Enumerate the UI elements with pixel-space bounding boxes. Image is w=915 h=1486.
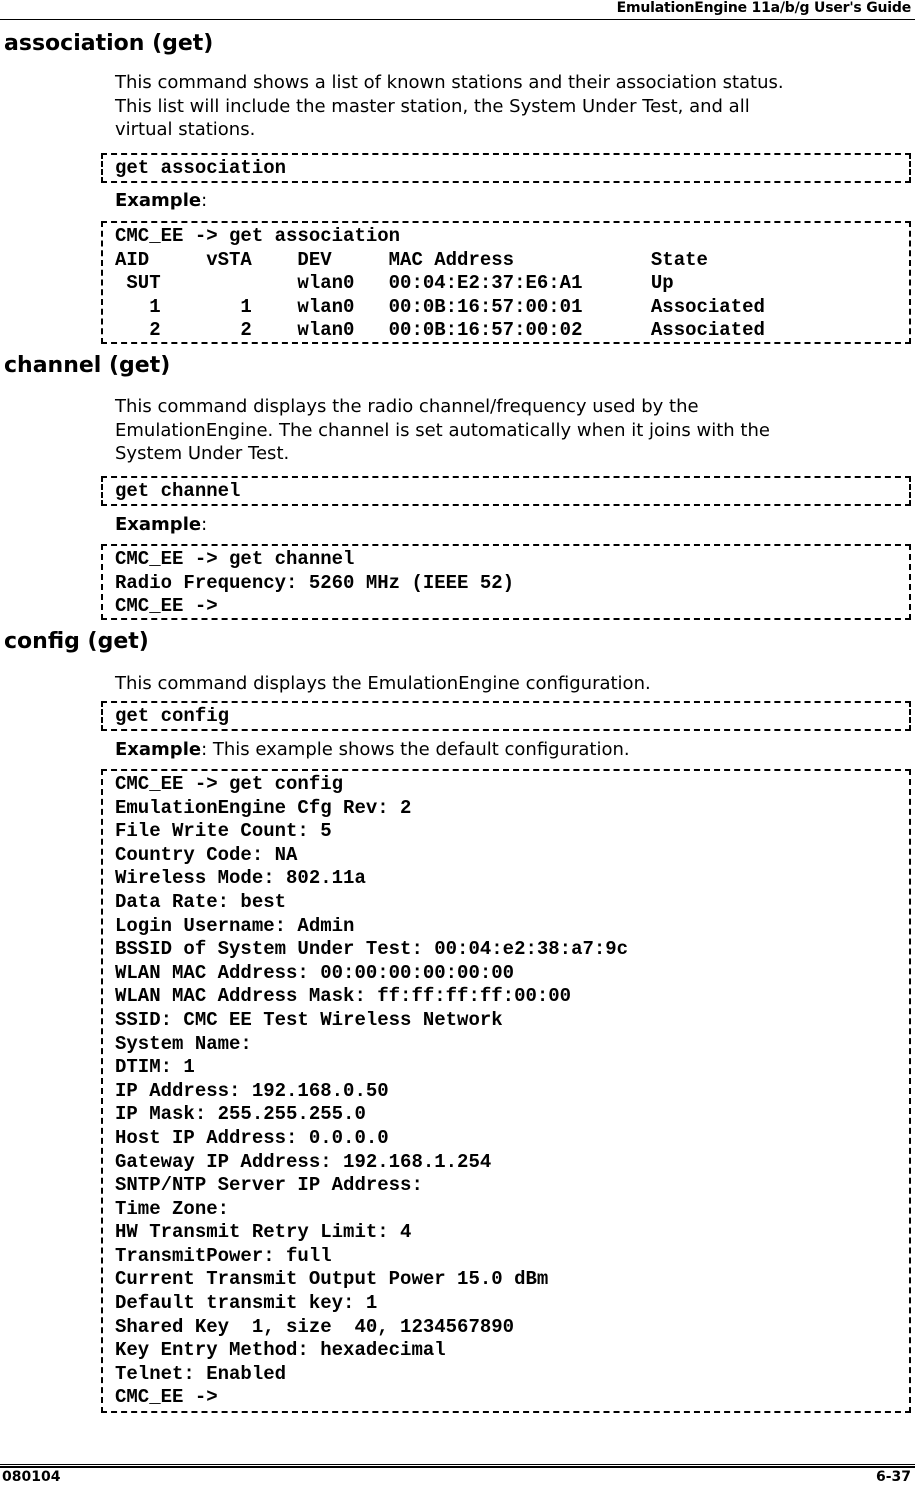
description-line: EmulationEngine. The channel is set automatically when it joins with the xyxy=(115,419,770,441)
config-line: Telnet: Enabled xyxy=(115,1362,287,1385)
footer-date-code: 080104 xyxy=(2,1469,61,1485)
section-title-config: config (get) xyxy=(4,629,149,654)
syntax-line: get association xyxy=(115,157,287,179)
description-line: This command shows a list of known stations and their association status. xyxy=(115,72,784,93)
description-line: This command displays the EmulationEngine configuration. xyxy=(115,673,651,694)
config-line: Country Code: NA xyxy=(115,843,298,866)
config-line: Gateway IP Address: 192.168.1.254 xyxy=(115,1150,492,1173)
example-suffix: : xyxy=(201,190,208,211)
page-header xyxy=(0,0,915,20)
code-line: CMC_EE -> xyxy=(115,1386,218,1409)
syntax-line: get channel xyxy=(115,480,241,502)
code-line: CMC_EE -> get channel xyxy=(115,548,355,570)
config-line: Current Transmit Output Power 15.0 dBm xyxy=(115,1268,549,1291)
code-line: Radio Frequency: 5260 MHz (IEEE 52) xyxy=(115,571,515,594)
code-line: CMC_EE -> get config xyxy=(115,773,344,795)
config-line: Key Entry Method: hexadecimal xyxy=(115,1339,446,1362)
config-line: BSSID of System Under Test: 00:04:e2:38:a7:9c xyxy=(115,938,629,961)
example-suffix: : This example shows the default configuration. xyxy=(201,739,630,760)
description-line: virtual stations. xyxy=(115,119,256,140)
example-box-channel xyxy=(101,544,911,620)
config-line: DTIM: 1 xyxy=(115,1056,195,1079)
document-title: EmulationEngine 11a/b/g User's Guide xyxy=(616,0,911,16)
association-table-row: 2 2 wlan0 00:0B:16:57:00:02 Associated xyxy=(115,319,765,342)
config-line: Default transmit key: 1 xyxy=(115,1292,378,1315)
syntax-box-config xyxy=(101,701,911,731)
config-line: System Name: xyxy=(115,1032,252,1055)
association-description xyxy=(115,71,915,142)
page-number: 6-37 xyxy=(875,1469,911,1485)
config-line: Time Zone: xyxy=(115,1197,230,1220)
syntax-line: get config xyxy=(115,705,230,727)
footer-divider xyxy=(0,1464,915,1468)
config-description xyxy=(115,672,915,696)
config-line: SNTP/NTP Server IP Address: xyxy=(115,1174,423,1197)
config-line: IP Mask: 255.255.255.0 xyxy=(115,1103,366,1126)
example-word: Example xyxy=(115,514,202,535)
description-line: System Under Test. xyxy=(115,443,290,464)
section-title-channel: channel (get) xyxy=(4,353,171,378)
config-line: SSID: CMC EE Test Wireless Network xyxy=(115,1008,503,1031)
channel-description xyxy=(115,395,915,466)
config-line: File Write Count: 5 xyxy=(115,820,332,843)
section-title-association: association (get) xyxy=(4,31,214,56)
code-line: CMC_EE -> xyxy=(115,595,218,618)
config-line: Wireless Mode: 802.11a xyxy=(115,867,366,890)
example-label-config xyxy=(115,738,630,761)
config-line: HW Transmit Retry Limit: 4 xyxy=(115,1221,412,1244)
config-line: Login Username: Admin xyxy=(115,914,355,937)
config-line: Host IP Address: 0.0.0.0 xyxy=(115,1126,389,1149)
config-line: IP Address: 192.168.0.50 xyxy=(115,1079,389,1102)
example-suffix: : xyxy=(201,514,208,535)
description-line: This list will include the master station, the System Under Test, and all xyxy=(115,95,750,117)
association-table-header: AID vSTA DEV MAC Address State xyxy=(115,248,708,271)
example-word: Example xyxy=(115,739,202,760)
syntax-box-association xyxy=(101,153,911,183)
syntax-box-channel xyxy=(101,476,911,506)
config-line: Shared Key 1, size 40, 1234567890 xyxy=(115,1315,515,1338)
example-label-channel xyxy=(115,513,207,536)
example-box-config xyxy=(101,769,911,1413)
association-table-row: SUT wlan0 00:04:E2:37:E6:A1 Up xyxy=(115,272,674,295)
config-line: WLAN MAC Address Mask: ff:ff:ff:ff:00:00 xyxy=(115,985,572,1008)
example-label-association xyxy=(115,189,207,212)
description-line: This command displays the radio channel/frequency used by the xyxy=(115,396,699,417)
example-word: Example xyxy=(115,190,202,211)
config-line: Data Rate: best xyxy=(115,890,287,913)
example-box-association xyxy=(101,221,911,344)
code-line: CMC_EE -> get association xyxy=(115,225,401,247)
association-table-row: 1 1 wlan0 00:0B:16:57:00:01 Associated xyxy=(115,295,765,318)
config-line: EmulationEngine Cfg Rev: 2 xyxy=(115,796,412,819)
config-line: WLAN MAC Address: 00:00:00:00:00:00 xyxy=(115,961,515,984)
config-line: TransmitPower: full xyxy=(115,1244,332,1267)
